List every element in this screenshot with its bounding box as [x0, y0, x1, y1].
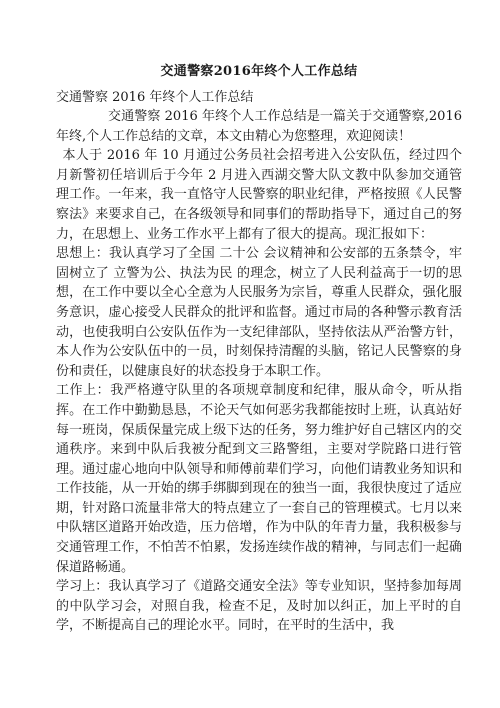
body-paragraph-1: 本人于 2016 年 10 月通过公务员社会招考进入公安队伍，经过四个月新警初任培训后于今年 2 月进入西湖交警大队文教中队参加交通管理工作。一年来，我一直恪守人民警察的职业纪律，严格按照《人民警察法》来要求自己，在各级领导和同事们的帮助指导下，通过自己的努力，在思想上、业务工作水平上都有了很大的提高。现汇报如下： [56, 148, 462, 242]
document-subtitle: 交通警察 2016 年终个人工作总结 [56, 90, 254, 105]
body-paragraph-thought: 思想上：我认真学习了全国 二十公 会议精神和公安部的五条禁令，牢固树立了 立警为公、执法为民 的理念，树立了人民利益高于一切的思想，在工作中要以全心全意为人民服务为宗旨，尊重人民群众，强化服务意识，虚心接受人民群众的批评和监督。通过市局的各种警示教育活动，也使我明白公安队伍作为一支纪律部队，坚持依法从严治警方针，本人作为公安队伍中的一员，时刻保持清醒的头脑，铭记人民警察的身份和责任，以健康良好的状态投身于本职工作。 [56, 246, 462, 379]
document-title: 交通警察2016年终个人工作总结 [160, 64, 358, 79]
body-paragraph-work: 工作上：我严格遵守队里的各项规章制度和纪律，服从命令，听从指挥。在工作中勤勤恳恳，不论天气如何恶劣我都能按时上班，认真站好每一班岗，保质保量完成上级下达的任务，努力维护好自己辖区内的交通秩序。来到中队后我被分配到文三路警组，主要对学院路口进行管理。通过虚心地向中队领导和师傅前辈们学习，向他们请教业务知识和工作技能，从一开始的绑手绑脚到现在的独当一面，我很快度过了适应期，针对路口流量非常大的特点建立了一套自己的管理模式。七月以来中队辖区道路开始改造，压力倍增，作为中队的年青力量，我积极参与交通管理工作，不怕苦不怕累，发扬连续作战的精神，与同志们一起确保道路畅通。 [56, 383, 462, 575]
intro-paragraph: 交通警察 2016 年终个人工作总结是一篇关于交通警察,2016 年终,个人工作总结的文章，本文由精心为您整理，欢迎阅读！ [56, 109, 462, 144]
body-paragraph-study: 学习上：我认真学习了《道路交通安全法》等专业知识，坚持参加每周的中队学习会，对照自我，检查不足，及时加以纠正，加上平时的自学，不断提高自己的理论水平。同时，在平时的生活中，我 [56, 579, 462, 634]
